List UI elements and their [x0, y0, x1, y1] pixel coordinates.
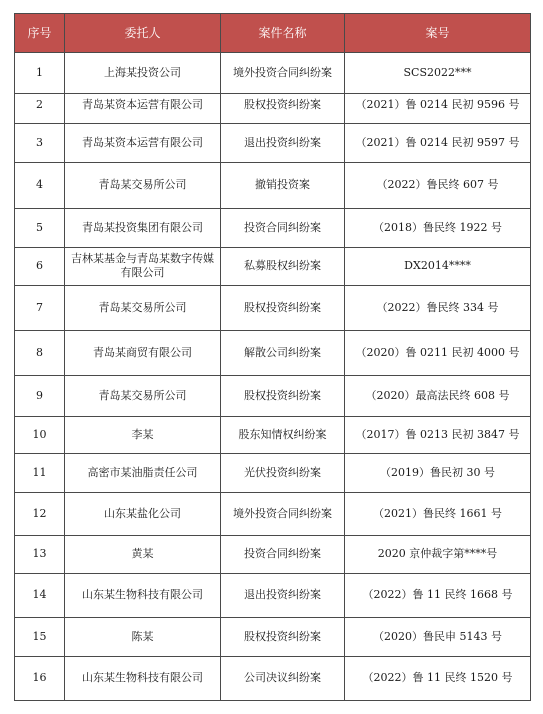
table-row: [15, 535, 531, 573]
table-row: [15, 656, 531, 700]
cell-case-number: （2019）鲁民初 30 号: [345, 453, 531, 492]
cell-client: 高密市某油脂责任公司: [65, 453, 221, 492]
cell-case-number: （2021）鲁 0214 民初 9597 号: [345, 123, 531, 162]
table-row: [15, 492, 531, 535]
header-case-name: 案件名称: [221, 14, 345, 53]
table-row: [15, 416, 531, 453]
cell-serial: 7: [15, 285, 65, 330]
cell-serial: 9: [15, 375, 65, 416]
cell-case-name: 退出投资纠纷案: [221, 573, 345, 617]
cell-client: 陈某: [65, 617, 221, 656]
cell-case-name: 股权投资纠纷案: [221, 285, 345, 330]
cell-client: 山东某生物科技有限公司: [65, 573, 221, 617]
table-row: [15, 162, 531, 208]
cell-case-name: 股东知情权纠纷案: [221, 416, 345, 453]
cell-serial: 10: [15, 416, 65, 453]
cell-case-number: （2022）鲁 11 民终 1520 号: [345, 656, 531, 700]
cell-serial: 12: [15, 492, 65, 535]
header-serial: 序号: [15, 14, 65, 53]
cell-client: 山东某生物科技有限公司: [65, 656, 221, 700]
table-row: [15, 247, 531, 285]
cell-case-number: （2020）鲁民申 5143 号: [345, 617, 531, 656]
cell-client: 上海某投资公司: [65, 53, 221, 94]
cell-case-name: 境外投资合同纠纷案: [221, 53, 345, 94]
cell-case-number: （2021）鲁 0214 民初 9596 号: [345, 94, 531, 124]
cell-case-name: 股权投资纠纷案: [221, 375, 345, 416]
cell-client: 黄某: [65, 535, 221, 573]
cell-serial: 1: [15, 53, 65, 94]
cell-case-name: 退出投资纠纷案: [221, 123, 345, 162]
table-row: [15, 94, 531, 124]
cell-case-number: （2022）鲁民终 607 号: [345, 162, 531, 208]
cell-serial: 6: [15, 247, 65, 285]
cell-case-name: 解散公司纠纷案: [221, 330, 345, 375]
cell-serial: 13: [15, 535, 65, 573]
cell-case-name: 光伏投资纠纷案: [221, 453, 345, 492]
cell-client: 青岛某商贸有限公司: [65, 330, 221, 375]
cell-case-number: （2018）鲁民终 1922 号: [345, 208, 531, 247]
cell-case-name: 股权投资纠纷案: [221, 94, 345, 124]
cell-case-name: 投资合同纠纷案: [221, 208, 345, 247]
table-header-row: [15, 14, 531, 53]
cell-client: 青岛某资本运营有限公司: [65, 123, 221, 162]
cell-case-number: DX2014****: [345, 247, 531, 285]
cell-case-number: （2020）鲁 0211 民初 4000 号: [345, 330, 531, 375]
header-case-number: 案号: [345, 14, 531, 53]
cell-case-number: 2020 京仲裁字第****号: [345, 535, 531, 573]
cell-client: 青岛某交易所公司: [65, 375, 221, 416]
table-row: [15, 375, 531, 416]
cell-client: 李某: [65, 416, 221, 453]
cell-client: 吉林某基金与青岛某数字传媒有限公司: [65, 247, 221, 285]
cell-serial: 15: [15, 617, 65, 656]
cell-case-name: 投资合同纠纷案: [221, 535, 345, 573]
cell-client: 青岛某交易所公司: [65, 285, 221, 330]
cell-serial: 14: [15, 573, 65, 617]
cell-case-name: 股权投资纠纷案: [221, 617, 345, 656]
header-client: 委托人: [65, 14, 221, 53]
cell-serial: 5: [15, 208, 65, 247]
cell-case-number: SCS2022***: [345, 53, 531, 94]
cell-case-name: 撤销投资案: [221, 162, 345, 208]
cell-client: 山东某盐化公司: [65, 492, 221, 535]
cell-serial: 2: [15, 94, 65, 124]
cell-client: 青岛某资本运营有限公司: [65, 94, 221, 124]
cell-case-number: （2022）鲁 11 民终 1668 号: [345, 573, 531, 617]
cell-client: 青岛某投资集团有限公司: [65, 208, 221, 247]
cell-case-number: （2020）最高法民终 608 号: [345, 375, 531, 416]
cell-case-name: 公司决议纠纷案: [221, 656, 345, 700]
cell-case-number: （2021）鲁民终 1661 号: [345, 492, 531, 535]
table-row: [15, 617, 531, 656]
cell-case-number: （2017）鲁 0213 民初 3847 号: [345, 416, 531, 453]
case-table: [14, 13, 531, 701]
cell-serial: 16: [15, 656, 65, 700]
cell-case-name: 境外投资合同纠纷案: [221, 492, 345, 535]
table-row: [15, 208, 531, 247]
cell-case-name: 私募股权纠纷案: [221, 247, 345, 285]
table-row: [15, 453, 531, 492]
cell-serial: 11: [15, 453, 65, 492]
table-row: [15, 53, 531, 94]
table-row: [15, 330, 531, 375]
cell-serial: 8: [15, 330, 65, 375]
table-row: [15, 285, 531, 330]
cell-case-number: （2022）鲁民终 334 号: [345, 285, 531, 330]
table-row: [15, 123, 531, 162]
cell-serial: 4: [15, 162, 65, 208]
cell-client: 青岛某交易所公司: [65, 162, 221, 208]
table-row: [15, 573, 531, 617]
cell-serial: 3: [15, 123, 65, 162]
